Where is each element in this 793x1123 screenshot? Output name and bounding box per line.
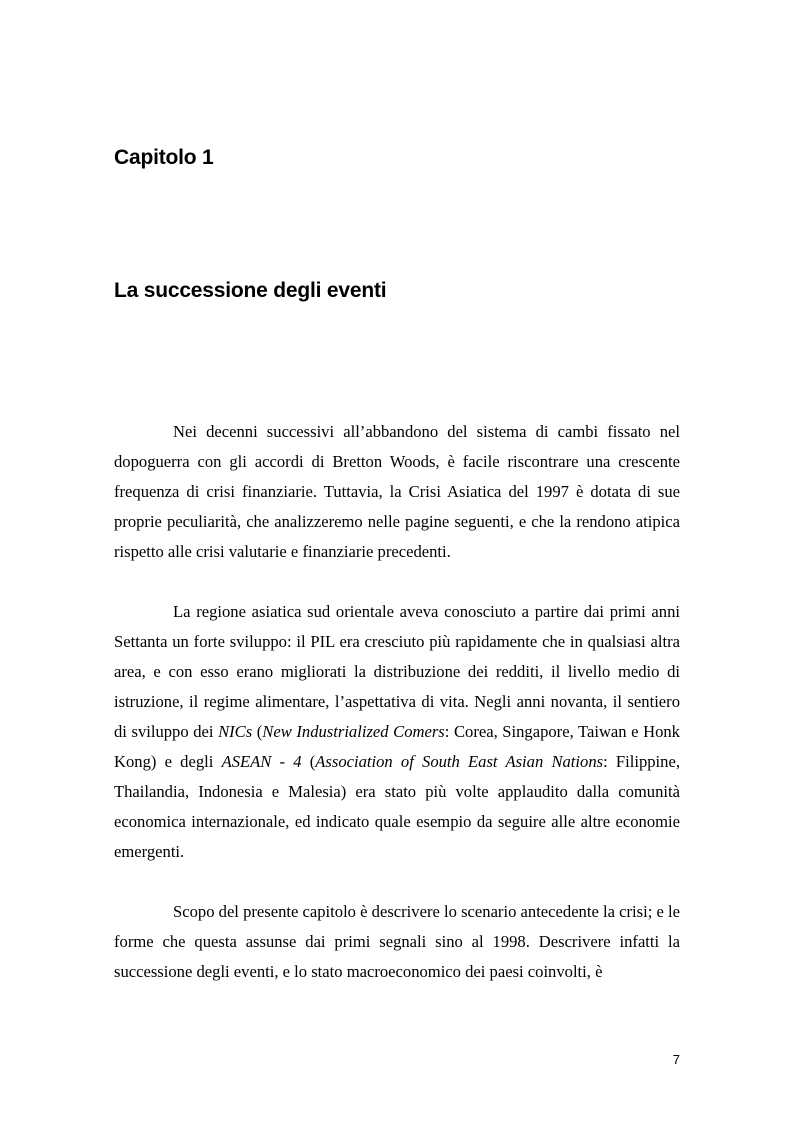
nics-expansion: New Industrialized Comers [262,722,445,741]
paragraph-2-text-e: : Filippine, Thailandia, Indonesia e Malesia) era stato più volte applaudito dalla comunità economica internazionale, ed indicato quale esempio da seguire alle altre economie emergenti. [114,752,680,861]
page-number: 7 [672,1052,680,1067]
asean-expansion: Association of South East Asian Nations [315,752,604,771]
nics-term: NICs [218,722,253,741]
paragraph-2-text-a: La regione asiatica sud orientale aveva conosciuto a partire dai primi anni Settanta un forte sviluppo: il PIL era cresciuto più rapidamente che in qualsiasi altra area, e con esso erano migliorati la distribuzione dei redditi, il livello medio di istruzione, il regime alimentare, l’aspettativa di vita. Negli anni novanta, il sentiero di sviluppo dei [114,602,680,741]
body-text [114,417,680,987]
paragraph-2-text-b: ( [252,722,263,741]
paragraph-2-text-d: ( [301,752,316,771]
paragraph-2 [114,597,680,867]
section-title: La successione degli eventi [114,279,387,302]
asean-term: ASEAN - 4 [221,752,302,771]
chapter-title: Capitolo 1 [114,146,214,169]
paragraph-2-text-c: : Corea, Singapore, Taiwan e Honk Kong) e degli [114,722,680,771]
paragraph-3: Scopo del presente capitolo è descrivere lo scenario antecedente la crisi; e le forme che questa assunse dai primi segnali sino al 1998. Descrivere infatti la successione degli eventi, e lo stato macroeconomico dei paesi coinvolti, è [114,902,680,981]
paragraph-1: Nei decenni successivi all’abbandono del sistema di cambi fissato nel dopoguerra con gli accordi di Bretton Woods, è facile riscontrare una crescente frequenza di crisi finanziarie. Tuttavia, la Crisi Asiatica del 1997 è dotata di sue proprie peculiarità, che analizzeremo nelle pagine seguenti, e che la rendono atipica rispetto alle crisi valutarie e finanziarie precedenti. [114,422,680,561]
